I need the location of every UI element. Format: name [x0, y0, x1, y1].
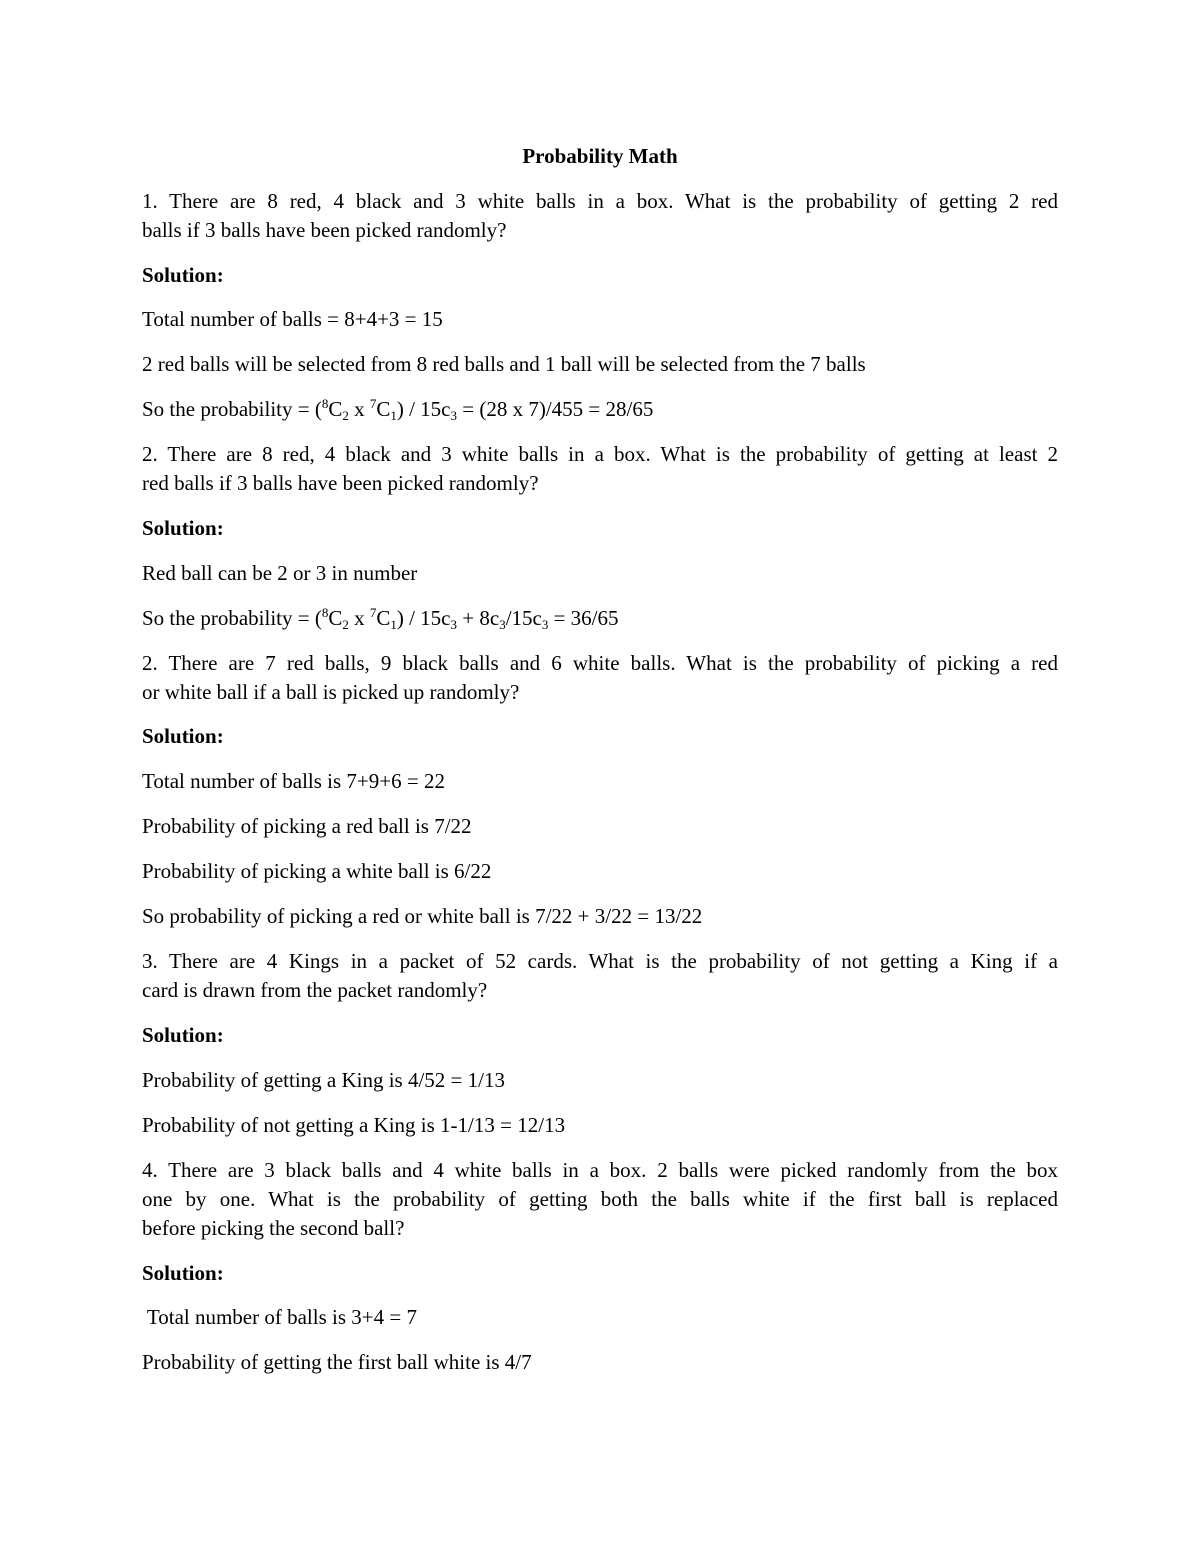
- q2-probability-formula: [142, 604, 1058, 632]
- q2-solution-line-1: Red ball can be 2 or 3 in number: [142, 561, 418, 585]
- formula-subscript: 1: [390, 617, 397, 632]
- formula-text: = 36/65: [548, 606, 619, 630]
- q1-solution-line-1: Total number of balls = 8+4+3 = 15: [142, 307, 443, 331]
- formula-superscript: 7: [369, 605, 377, 620]
- formula-text: C: [328, 397, 343, 421]
- q5-text-line-2: one by one. What is the probability of getting both the balls white if the first ball is replaced: [142, 1187, 1058, 1211]
- q1-text-line-1: 1. There are 8 red, 4 black and 3 white balls in a box. What is the probability of getting 2 red: [142, 189, 1058, 213]
- page-title: Probability Math: [522, 144, 678, 168]
- formula-subscript: 3: [541, 617, 549, 632]
- formula-text: So the probability = (: [142, 606, 322, 630]
- q3-solution-line-4: So probability of picking a red or white ball is 7/22 + 3/22 = 13/22: [142, 904, 703, 928]
- formula-subscript: 3: [499, 617, 506, 632]
- q3-text-line-1: 2. There are 7 red balls, 9 black balls and 6 white balls. What is the probability of picking a red: [142, 651, 1058, 675]
- q1-text-line-2: balls if 3 balls have been picked randomly?: [142, 218, 507, 242]
- q3-solution-label: Solution:: [142, 724, 224, 748]
- q4-solution-line-2: Probability of not getting a King is 1-1/13 = 12/13: [142, 1113, 566, 1137]
- formula-text: x: [348, 397, 370, 421]
- q4-text-line-2: card is drawn from the packet randomly?: [142, 978, 488, 1002]
- q5-solution-line-1: Total number of balls is 3+4 = 7: [142, 1305, 417, 1329]
- q2-solution-label: Solution:: [142, 516, 224, 540]
- formula-subscript: 3: [450, 408, 458, 423]
- formula-superscript: 7: [369, 396, 377, 411]
- formula-subscript: 2: [342, 408, 349, 423]
- formula-superscript: 8: [321, 396, 329, 411]
- formula-text: = (28 x 7)/455 = 28/65: [457, 397, 654, 421]
- formula-text: C: [376, 606, 391, 630]
- q3-solution-line-2: Probability of picking a red ball is 7/22: [142, 814, 472, 838]
- q1-solution-line-2: 2 red balls will be selected from 8 red balls and 1 ball will be selected from the 7 balls: [142, 352, 866, 376]
- formula-subscript: 1: [390, 408, 397, 423]
- formula-text: So the probability = (: [142, 397, 322, 421]
- q4-solution-label: Solution:: [142, 1023, 224, 1047]
- formula-text: ) / 15c: [396, 397, 451, 421]
- q3-solution-line-3: Probability of picking a white ball is 6/22: [142, 859, 492, 883]
- formula-text: C: [376, 397, 391, 421]
- formula-text: ) / 15c: [396, 606, 451, 630]
- formula-text: C: [328, 606, 343, 630]
- formula-text: + 8c: [457, 606, 500, 630]
- formula-subscript: 3: [450, 617, 458, 632]
- q2-text-line-1: 2. There are 8 red, 4 black and 3 white balls in a box. What is the probability of getting at least 2: [142, 442, 1058, 466]
- formula-subscript: 2: [342, 617, 349, 632]
- q1-probability-formula: [142, 395, 1058, 423]
- q5-solution-label: Solution:: [142, 1261, 224, 1285]
- q2-text-line-2: red balls if 3 balls have been picked randomly?: [142, 471, 539, 495]
- q3-solution-line-1: Total number of balls is 7+9+6 = 22: [142, 769, 445, 793]
- q5-solution-line-2: Probability of getting the first ball white is 4/7: [142, 1350, 532, 1374]
- formula-superscript: 8: [321, 605, 329, 620]
- q4-text-line-1: 3. There are 4 Kings in a packet of 52 cards. What is the probability of not getting a King if a: [142, 949, 1058, 973]
- formula-text: x: [348, 606, 370, 630]
- q5-text-line-3: before picking the second ball?: [142, 1216, 405, 1240]
- q5-text-line-1: 4. There are 3 black balls and 4 white balls in a box. 2 balls were picked randomly from the box: [142, 1158, 1058, 1182]
- q4-solution-line-1: Probability of getting a King is 4/52 = 1/13: [142, 1068, 505, 1092]
- formula-text: /15c: [505, 606, 542, 630]
- q3-text-line-2: or white ball if a ball is picked up randomly?: [142, 680, 520, 704]
- q1-solution-label: Solution:: [142, 263, 224, 287]
